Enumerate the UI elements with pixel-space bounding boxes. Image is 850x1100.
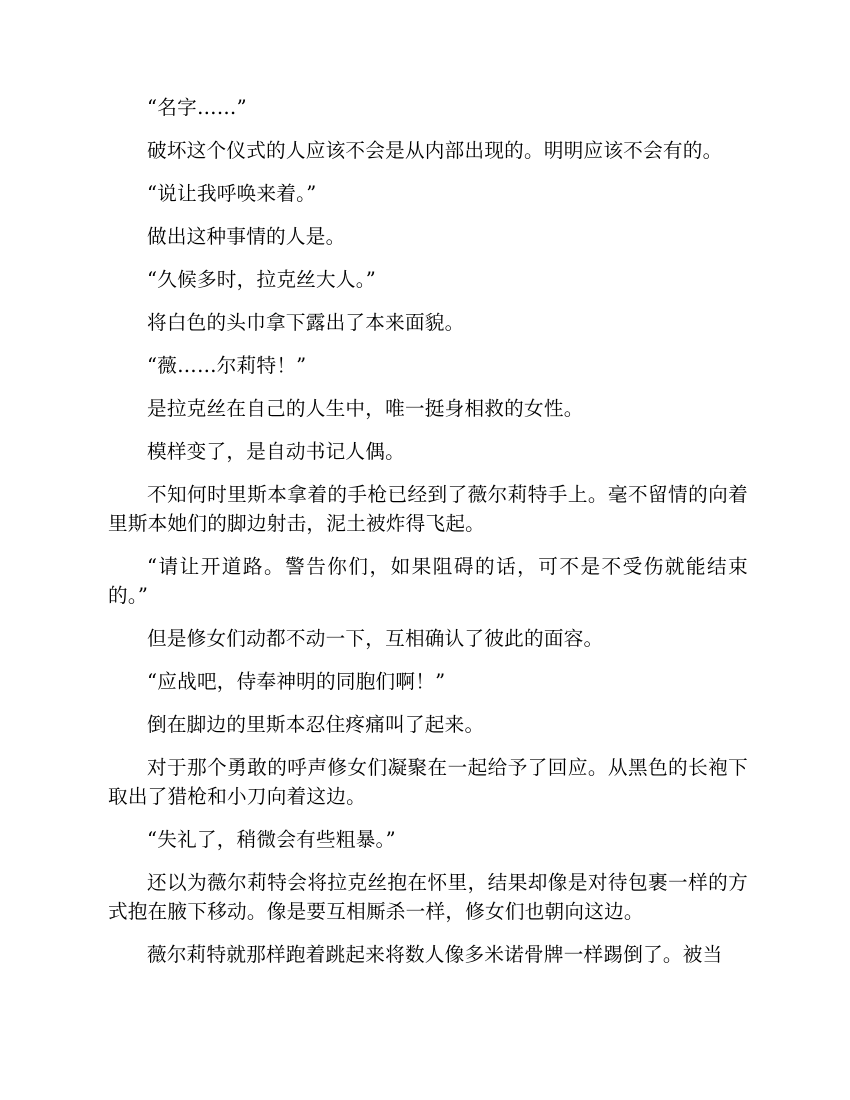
- paragraph: 不知何时里斯本拿着的手枪已经到了薇尔莉特手上。毫不留情的向着里斯本她们的脚边射击，泥土被炸得飞起。: [108, 483, 748, 535]
- paragraph: 倒在脚边的里斯本忍住疼痛叫了起来。: [147, 713, 485, 736]
- paragraph: “失礼了，稍微会有些粗暴。”: [147, 828, 396, 851]
- paragraph: “薇……尔莉特！”: [147, 354, 307, 377]
- paragraph: 是拉克丝在自己的人生中，唯一挺身相救的女性。: [147, 397, 584, 420]
- paragraph: 还以为薇尔莉特会将拉克丝抱在怀里，结果却像是对待包裹一样的方式抱在腋下移动。像是要互相厮杀一样，修女们也朝向这边。: [108, 871, 748, 923]
- paragraph: “请让开道路。警告你们，如果阻碍的话，可不是不受伤就能结束的。”: [108, 555, 748, 607]
- paragraph: 但是修女们动都不动一下，互相确认了彼此的面容。: [147, 627, 604, 650]
- document-page: [108, 93, 748, 983]
- paragraph: 破坏这个仪式的人应该不会是从内部出现的。明明应该不会有的。: [147, 139, 723, 162]
- paragraph: 做出这种事情的人是。: [147, 225, 346, 248]
- paragraph: “名字……”: [147, 96, 247, 119]
- paragraph: 对于那个勇敢的呼声修女们凝聚在一起给予了回应。从黑色的长袍下取出了猎枪和小刀向着这边。: [108, 756, 748, 808]
- paragraph: “应战吧，侍奉神明的同胞们啊！”: [147, 670, 446, 693]
- paragraph: “久候多时，拉克丝大人。”: [147, 268, 377, 291]
- paragraph: 薇尔莉特就那样跑着跳起来将数人像多米诺骨牌一样踢倒了。被当: [147, 943, 723, 966]
- paragraph: 将白色的头巾拿下露出了本来面貌。: [147, 311, 465, 334]
- paragraph: 模样变了，是自动书记人偶。: [147, 440, 405, 463]
- paragraph: “说让我呼唤来着。”: [147, 182, 317, 205]
